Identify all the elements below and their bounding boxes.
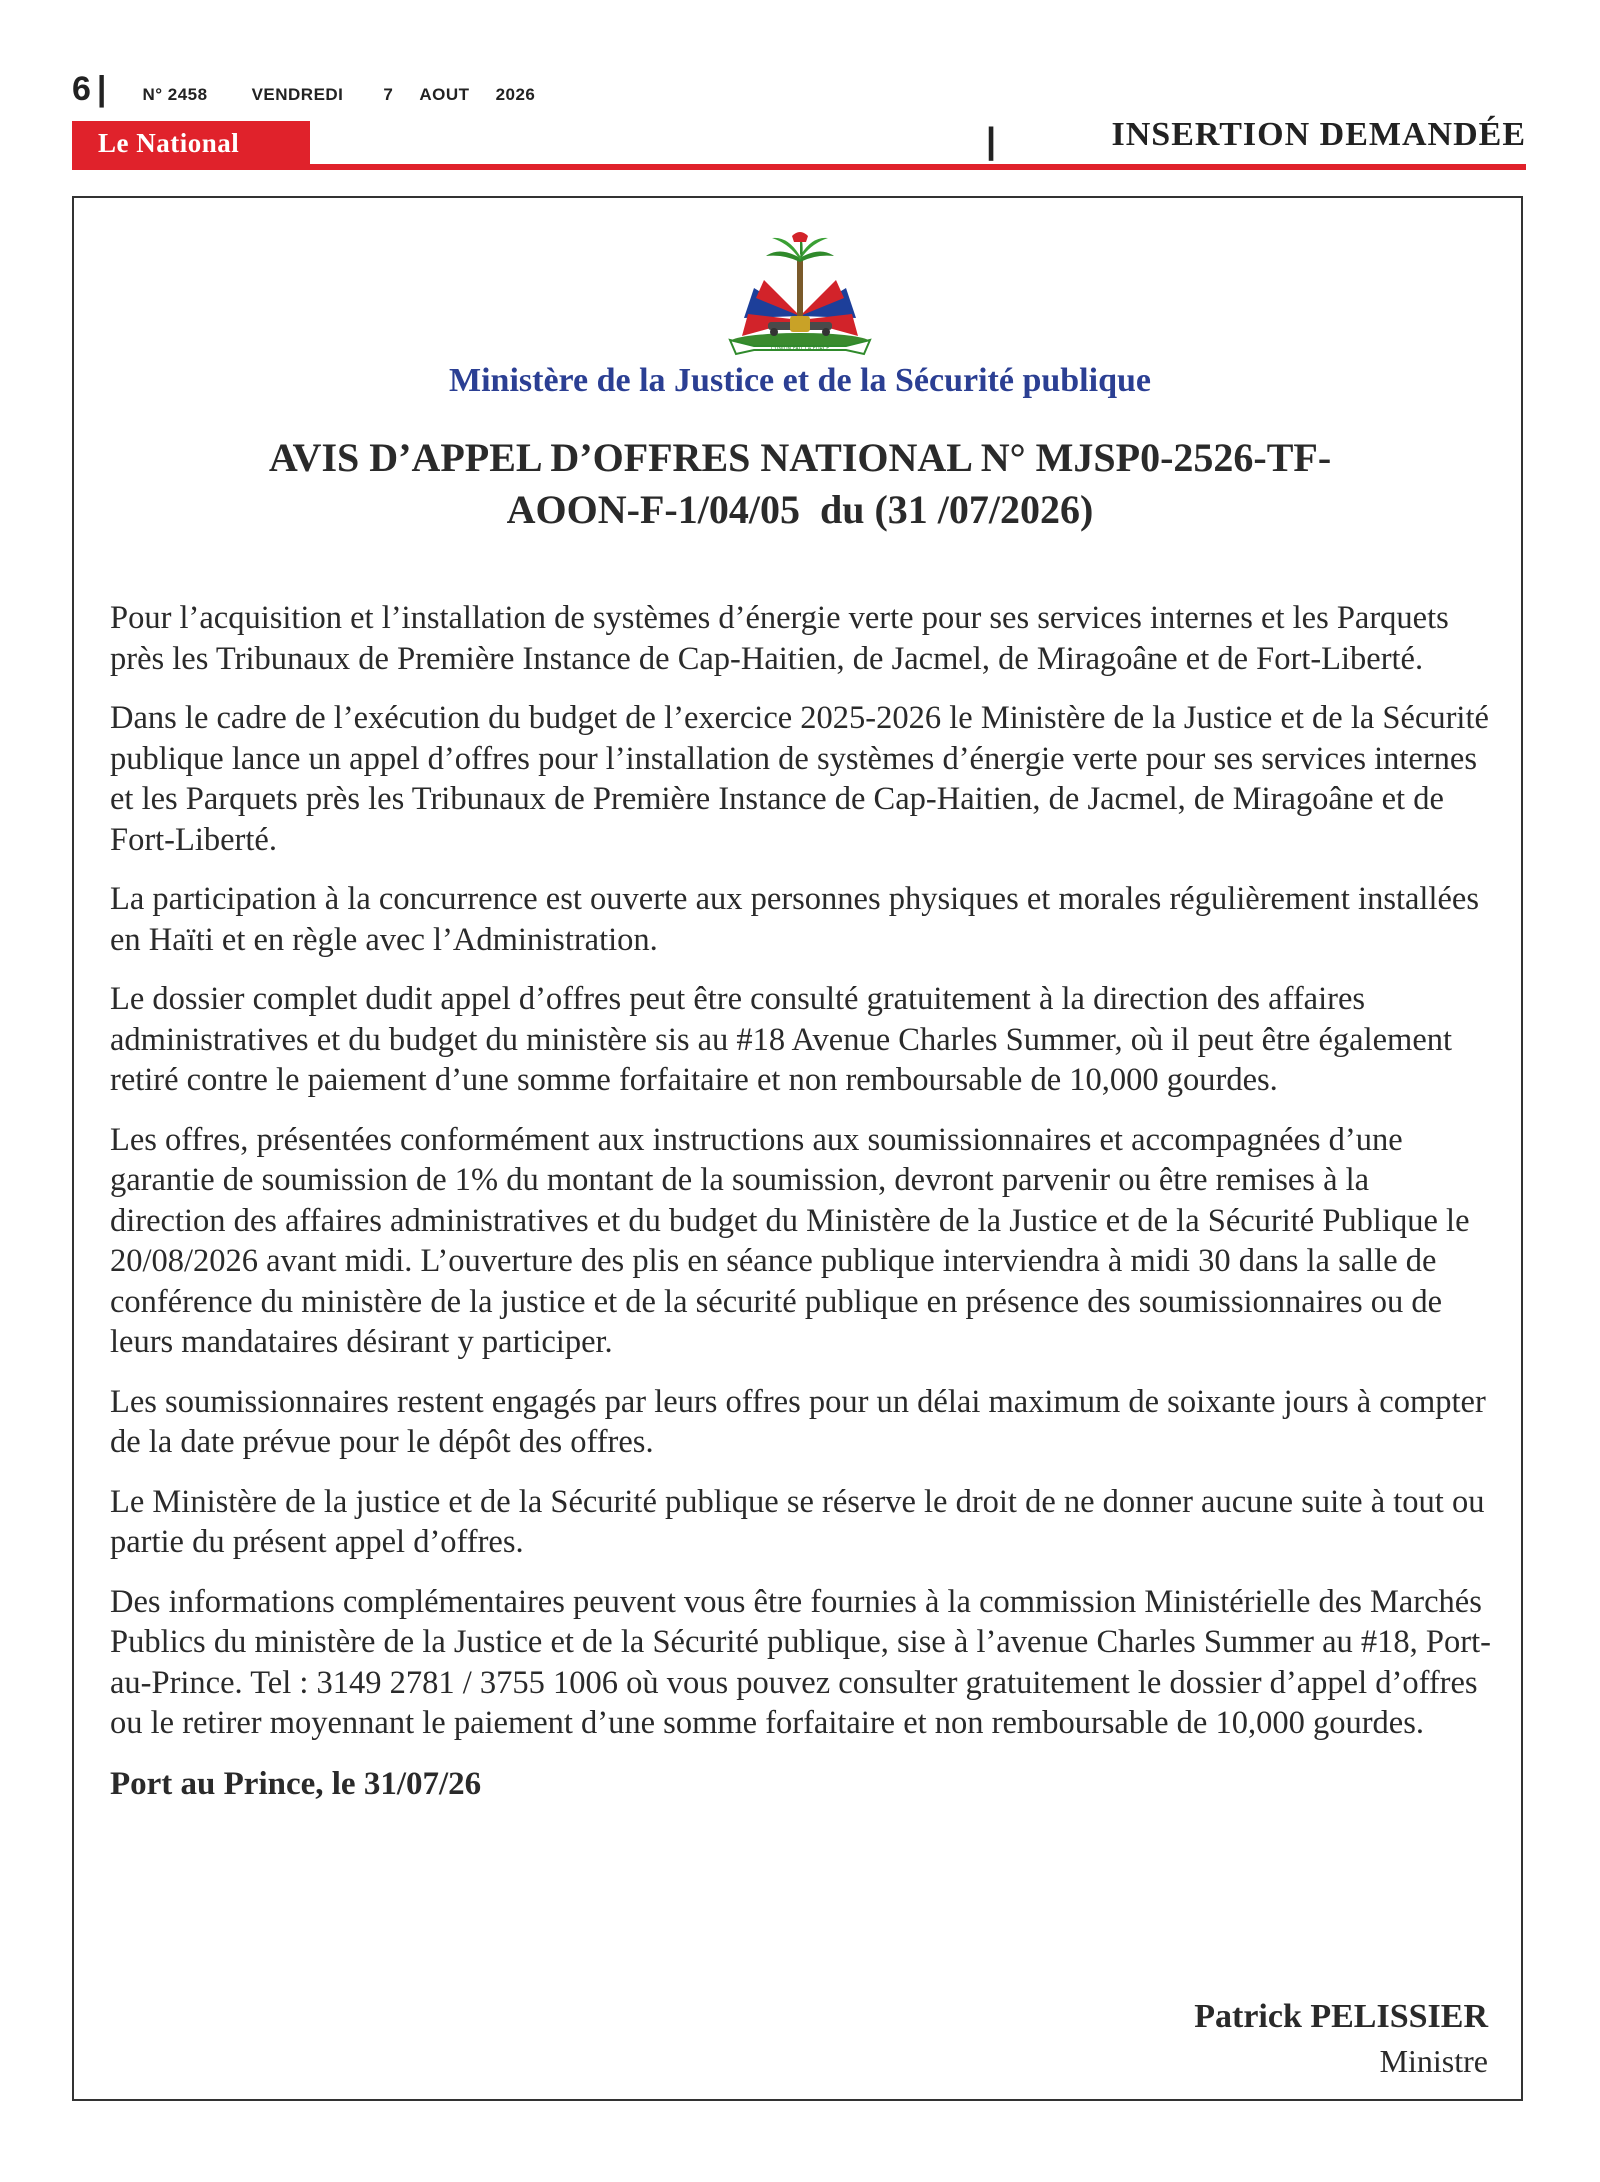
notice-title-line-2: AOON-F-1/04/05 du (31 /07/2026) (506, 487, 1094, 532)
notice-paragraph: Dans le cadre de l’exécution du budget de l’exercice 2025-2026 le Ministère de la Justice et de la Sécurité publique lance un appel d’offres pour l’installation de systèmes d’énergie verte pour ses services internes et les Parquets près les Tribunaux de Première Instance de Cap-Haitien, de Jacmel, de Miragoâne et de Fort-Liberté. (110, 700, 1489, 858)
newspaper-name: Le National (98, 128, 240, 158)
section-divider: | (986, 120, 997, 161)
notice-body (110, 598, 1492, 1803)
issue-date-month: AOUT (419, 85, 470, 104)
notice-paragraph: Le Ministère de la justice et de la Sécurité publique se réserve le droit de ne donner aucune suite à tout ou partie du présent appel d’offres. (110, 1483, 1485, 1560)
ministry-name: Ministère de la Justice et de la Sécurité publique (449, 362, 1151, 399)
place-date: Port au Prince, le 31/07/26 (110, 1765, 482, 1802)
notice-paragraph: Le dossier complet dudit appel d’offres peut être consulté gratuitement à la direction des affaires administratives et du budget du ministère sis au #18 Avenue Charles Summer, où il peut être également retiré contre le paiement d’une somme forfaitaire et non remboursable de 10,000 gourdes. (110, 981, 1453, 1098)
notice-paragraph: Pour l’acquisition et l’installation de systèmes d’énergie verte pour ses services internes et les Parquets près les Tribunaux de Première Instance de Cap-Haitien, de Jacmel, de Miragoâne et de Fort-Liberté. (110, 600, 1449, 677)
page-header (72, 70, 561, 110)
signatory-title: Ministre (1379, 2043, 1488, 2079)
haiti-coat-of-arms-icon (714, 228, 886, 364)
notice-paragraph: Des informations complémentaires peuvent vous être fournies à la commission Ministérielle des Marchés Publics du ministère de la Justice et de la Sécurité publique, sise à l’avenue Charles Summer au #18, Port-au-Prince. Tel : 3149 2781 / 3755 1006 où vous pouvez consulter gratuitement le dossier d’appel d’offres ou le retirer moyennant le paiement d’une somme forfaitaire et non remboursable de 10,000 gourdes. (110, 1583, 1491, 1741)
page-number-divider: | (96, 70, 107, 108)
notice-title (180, 432, 1420, 536)
notice-paragraph: Les offres, présentées conformément aux instructions aux soumissionnaires et accompagnées d’une garantie de soumission de 1% du montant de la soumission, devront parvenir ou être remises à la direction des affaires administratives et du budget du Ministère de la Justice et de la Sécurité Publique le 20/08/2026 avant midi. L’ouverture des plis en séance publique interviendra à midi 30 dans la salle de conférence du ministère de la justice et de la sécurité publique en présence des soumissionnaires ou de leurs mandataires désirant y participer. (110, 1121, 1470, 1360)
issue-date-day: 7 (383, 85, 394, 104)
issue-date-year: 2026 (495, 85, 536, 104)
notice-paragraph: Les soumissionnaires restent engagés par leurs offres pour un délai maximum de soixante jours à compter de la date prévue pour le dépôt des offres. (110, 1383, 1486, 1460)
section-title: INSERTION DEMANDÉE (1111, 116, 1526, 153)
notice-paragraph: La participation à la concurrence est ouverte aux personnes physiques et morales régulièrement installées en Haïti et en règle avec l’Administration. (110, 881, 1479, 958)
issue-day: VENDREDI (251, 85, 344, 104)
svg-text:L'UNION FAIT LA FORCE: L'UNION FAIT LA FORCE (770, 346, 830, 352)
issue-number: N° 2458 (142, 85, 208, 104)
page-number: 6 (72, 70, 91, 108)
brand-rule (72, 164, 1526, 170)
notice-title-line-1: AVIS D’APPEL D’OFFRES NATIONAL N° MJSP0-2526-TF- (268, 435, 1332, 480)
signatory-name: Patrick PELISSIER (1194, 1998, 1488, 2035)
